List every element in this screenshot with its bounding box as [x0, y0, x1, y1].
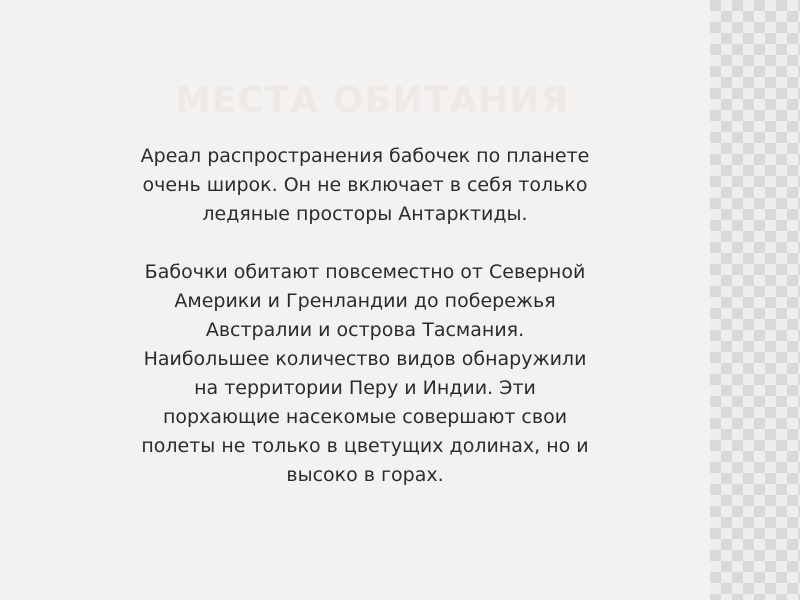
slide-body: [50, 142, 680, 490]
text-line: Австралии и острова Тасмания.: [205, 319, 525, 341]
text-line: Америки и Гренландии до побережья: [174, 290, 556, 312]
text-line: порхающие насекомые совершают свои: [162, 406, 568, 428]
text-line: очень широк. Он не включает в себя только: [142, 174, 588, 196]
decorative-side-panel: [710, 0, 800, 600]
text-line: полеты не только в цветущих долинах, но и: [141, 435, 589, 457]
text-line: Бабочки обитают повсеместно от Северной: [144, 261, 586, 283]
text-line: высоко в горах.: [286, 464, 444, 486]
text-line: Наибольшее количество видов обнаружили: [143, 348, 587, 370]
text-line: ледяные просторы Антарктиды.: [202, 203, 528, 225]
paragraph-range: [50, 142, 680, 229]
text-line: на территории Перу и Индии. Эти: [194, 377, 536, 399]
text-line: Ареал распространения бабочек по планете: [140, 145, 590, 167]
paragraph-distribution: [50, 258, 680, 490]
slide-title: МЕСТА ОБИТАНИЯ: [175, 80, 570, 121]
